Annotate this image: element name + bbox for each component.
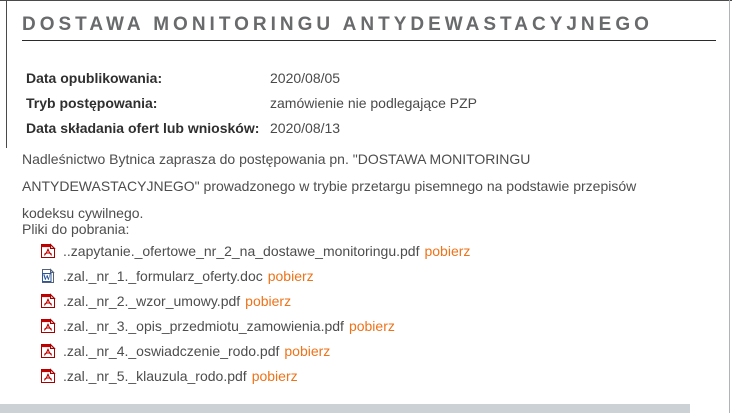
download-link[interactable]: pobierz — [245, 292, 292, 309]
pdf-file-icon — [40, 243, 56, 259]
title-underline — [22, 40, 716, 41]
file-row — [40, 288, 470, 313]
meta-value: 2020/08/13 — [270, 120, 341, 136]
meta-row-submission-date — [26, 116, 477, 141]
file-row — [40, 363, 470, 388]
file-name: .zal._nr_3._opis_przedmiotu_zamowienia.pdf — [63, 317, 344, 334]
content-right-border — [729, 0, 730, 413]
pdf-file-icon — [40, 368, 56, 384]
file-name: .zal._nr_2._wzor_umowy.pdf — [63, 292, 241, 309]
meta-label: Data składania ofert lub wniosków: — [26, 120, 260, 136]
page-top-border — [0, 0, 732, 1]
page-title: DOSTAWA MONITORINGU ANTYDEWASTACYJNEGO — [22, 14, 653, 35]
doc-file-icon — [40, 268, 56, 284]
horizontal-scrollbar[interactable] — [0, 404, 690, 413]
file-name: ..zapytanie._ofertowe_nr_2_na_dostawe_monitoringu.pdf — [63, 242, 420, 259]
svg-text:W: W — [42, 272, 51, 282]
meta-value: 2020/08/05 — [270, 70, 341, 86]
pdf-file-icon — [40, 318, 56, 334]
file-name: .zal._nr_4._oswiadczenie_rodo.pdf — [63, 342, 280, 359]
download-link[interactable]: pobierz — [348, 317, 395, 334]
meta-row-publication-date — [26, 66, 477, 91]
download-link[interactable]: pobierz — [284, 342, 331, 359]
pdf-file-icon — [40, 293, 56, 309]
file-name: .zal._nr_1._formularz_oferty.doc — [63, 267, 263, 284]
file-list — [40, 238, 470, 388]
meta-label: Data opublikowania: — [26, 70, 163, 86]
file-name: .zal._nr_5._klauzula_rodo.pdf — [63, 367, 247, 384]
file-row — [40, 238, 470, 263]
notice-description: Nadleśnictwo Bytnica zaprasza do postępowania pn. "DOSTAWA MONITORINGU ANTYDEWASTACYJNEGO" prowadzonego w trybie przetargu pisemnego na podstawie przepisów kodeksu cywilnego. — [22, 151, 637, 221]
metadata-section — [26, 66, 477, 141]
meta-label: Tryb postępowania: — [26, 95, 158, 111]
download-link[interactable]: pobierz — [424, 242, 471, 259]
download-link[interactable]: pobierz — [267, 267, 314, 284]
download-link[interactable]: pobierz — [251, 367, 298, 384]
file-row — [40, 338, 470, 363]
files-heading: Pliki do pobrania: — [22, 221, 130, 237]
page-left-border — [6, 0, 7, 148]
file-row — [40, 313, 470, 338]
file-row — [40, 263, 470, 288]
pdf-file-icon — [40, 343, 56, 359]
meta-row-procedure-type — [26, 91, 477, 116]
meta-value: zamówienie nie podlegające PZP — [270, 95, 478, 111]
